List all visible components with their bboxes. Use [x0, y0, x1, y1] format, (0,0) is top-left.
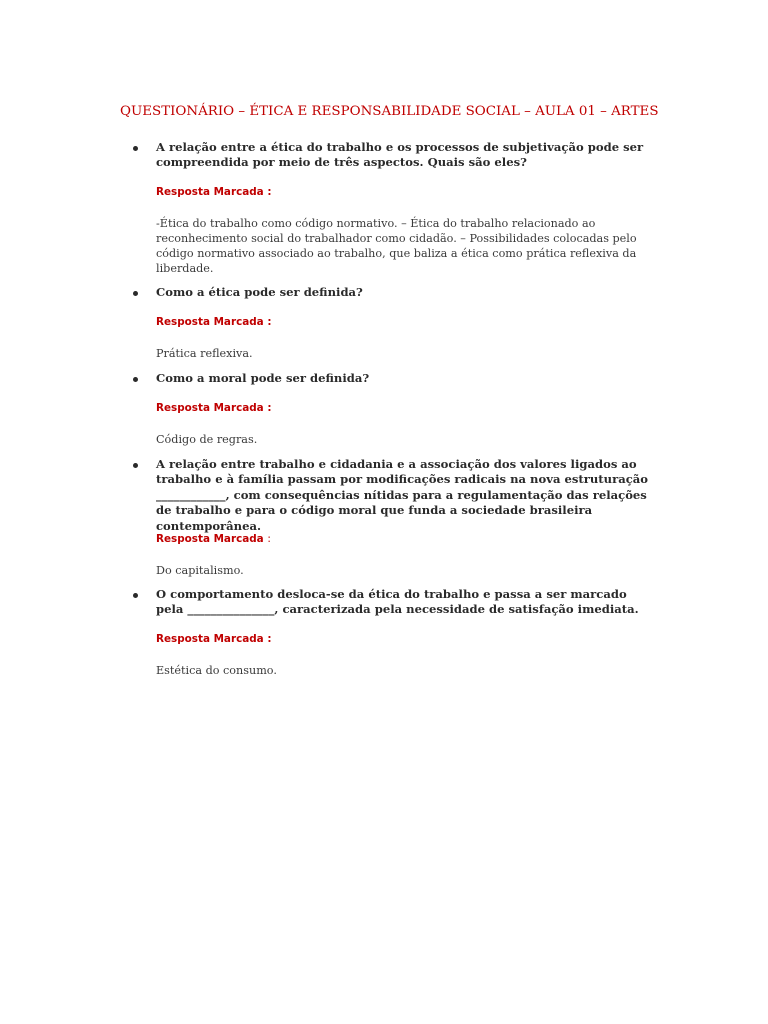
answer-label	[156, 633, 271, 645]
answer-label-colon: :	[267, 402, 272, 414]
answer-label-colon: :	[267, 633, 272, 645]
question-text: Como a moral pode ser definida?	[156, 371, 370, 385]
answer-text: Prática reflexiva.	[156, 347, 253, 360]
answer-label-colon: :	[267, 186, 272, 198]
answer-label-text: Resposta Marcada	[156, 186, 264, 198]
answer-label-text: Resposta Marcada	[156, 402, 264, 414]
answer-text: Código de regras.	[156, 433, 258, 446]
answer-label-text: Resposta Marcada	[156, 533, 264, 545]
answer-text: Do capitalismo.	[156, 564, 244, 577]
answer-label-text: Resposta Marcada	[156, 633, 264, 645]
answer-label	[156, 402, 271, 414]
question-text: Como a ética pode ser definida?	[156, 285, 363, 299]
answer-label	[156, 533, 271, 545]
bullet-icon	[133, 146, 138, 151]
answer-label-text: Resposta Marcada	[156, 316, 264, 328]
document-title: QUESTIONÁRIO – ÉTICA E RESPONSABILIDADE SOCIAL – AULA 01 – ARTES	[120, 104, 659, 119]
answer-label	[156, 186, 271, 198]
question-text: O comportamento desloca-se da ética do trabalho e passa a ser marcado pela _______________, caracterizada pela necessidade de satisfação imediata.	[156, 587, 639, 617]
answer-text: Estética do consumo.	[156, 664, 277, 677]
answer-label-colon: :	[267, 533, 271, 545]
bullet-icon	[133, 377, 138, 382]
bullet-icon	[133, 463, 138, 468]
bullet-icon	[133, 593, 138, 598]
answer-label-colon: :	[267, 316, 272, 328]
answer-label	[156, 316, 271, 328]
question-text: A relação entre trabalho e cidadania e a associação dos valores ligados ao trabalho e à família passam por modificações radicais na nova estruturação ____________, com consequências nítidas para a regulamentação das relações de trabalho e para o código moral que funda a sociedade brasileira contemporânea.	[156, 457, 649, 533]
answer-text: -Ética do trabalho como código normativo. – Ética do trabalho relacionado ao reconhecimento social do trabalhador como cidadão. – Possibilidades colocadas pelo código normativo associado ao trabalho, que baliza a ética como prática reflexiva da liberdade.	[156, 217, 637, 276]
bullet-icon	[133, 291, 138, 296]
question-text: A relação entre a ética do trabalho e os processos de subjetivação pode ser compreendida por meio de três aspectos. Quais são eles?	[156, 140, 644, 170]
